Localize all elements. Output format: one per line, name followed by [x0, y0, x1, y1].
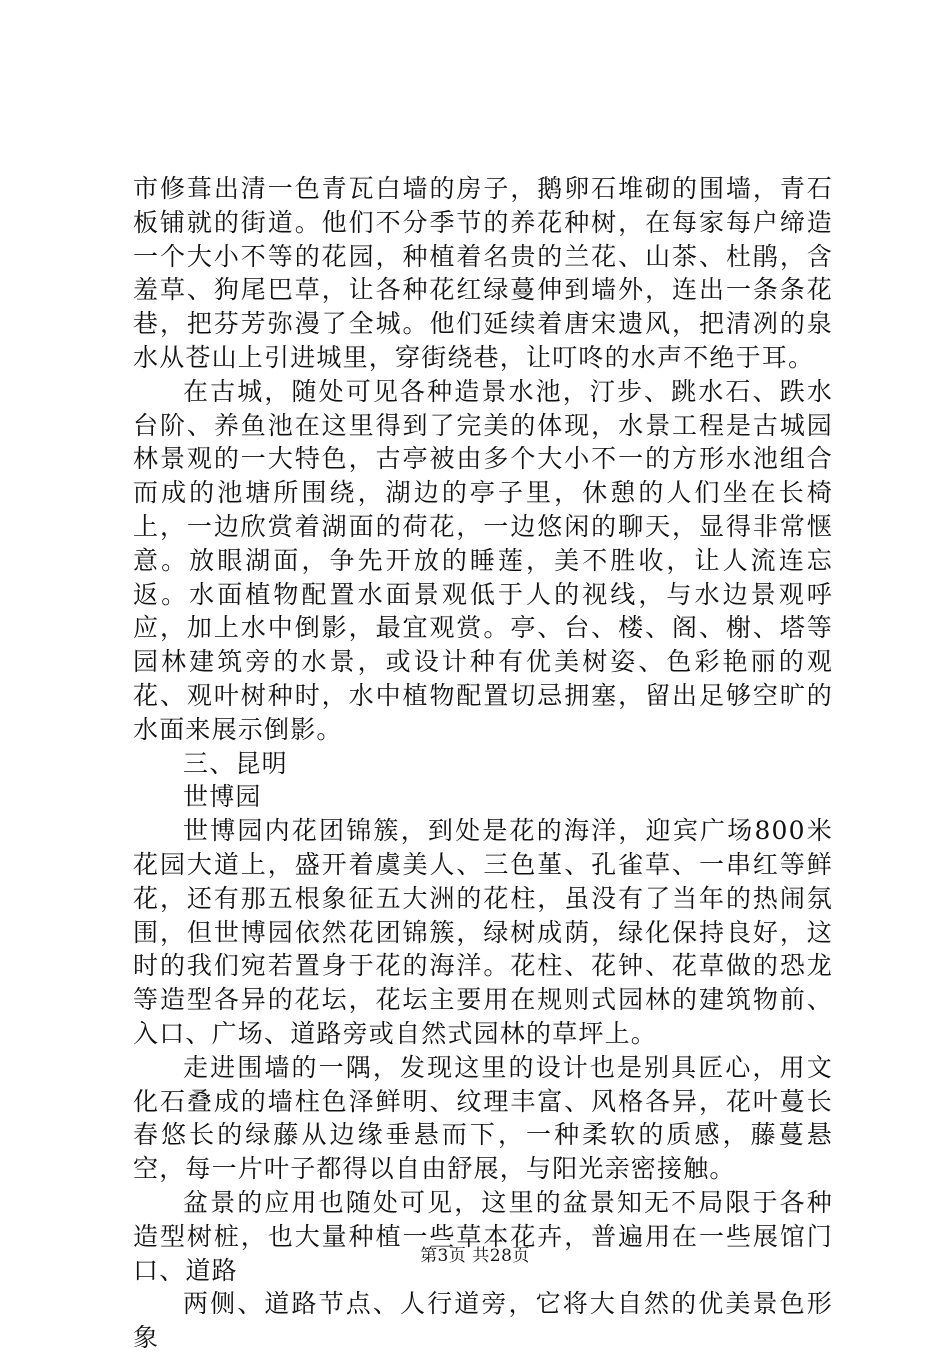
paragraph-roadside: 两侧、道路节点、人行道旁，它将大自然的优美景色形象 [133, 1289, 833, 1353]
paragraph-dali-town: 市修葺出清一色青瓦白墙的房子，鹅卵石堆砌的围墙，青石板铺就的街道。他们不分季节的养花种树，在每家每户缔造一个大小不等的花园，种植着名贵的兰花、山茶、杜鹃，含羞草、狗尾巴草，让各种花红绿蔓伸到墙外，连出一条条花巷，把芬芳弥漫了全城。他们延续着唐宋遗风，把清冽的泉水从苍山上引进城里，穿街绕巷，让叮咚的水声不绝于耳。 [133, 174, 833, 372]
subheading-expo-garden: 世博园 [183, 782, 262, 812]
paragraph-wall-corner: 走进围墙的一隅，发现这里的设计也是别具匠心，用文化石叠成的墙柱色泽鲜明、纹理丰富、风格各异，花叶蔓长春悠长的绿藤从边缘垂悬而下，一种柔软的质感，藤蔓悬空，每一片叶子都得以自由舒展，与阳光亲密接触。 [133, 1052, 833, 1184]
body-text [133, 172, 833, 1355]
paragraph-bonsai: 盆景的应用也随处可见，这里的盆景知无不局限于各种造型树桩，也大量种植一些草本花卉，普遍用在一些展馆门口、道路 [133, 1187, 833, 1285]
page-number-footer: 第3页 共28页 [420, 1246, 530, 1266]
paragraph-expo-flowers: 世博园内花团锦簇，到处是花的海洋，迎宾广场800米花园大道上，盛开着虞美人、三色堇、孔雀草、一串红等鲜花，还有那五根象征五大洲的花柱，虽没有了当年的热闹氛围，但世博园依然花团锦簇，绿树成荫，绿化保持良好，这时的我们宛若置身于花的海洋。花柱、花钟、花草做的恐龙等造型各异的花坛，花坛主要用在规则式园林的建筑物前、入口、广场、道路旁或自然式园林的草坪上。 [133, 816, 833, 1048]
paragraph-water-features: 在古城，随处可见各种造景水池，汀步、跳水石、跌水台阶、养鱼池在这里得到了完美的体现，水景工程是古城园林景观的一大特色，古亭被由多个大小不一的方形水池组合而成的池塘所围绕，湖边的亭子里，休憩的人们坐在长椅上，一边欣赏着湖面的荷花，一边悠闲的聊天，显得非常惬意。放眼湖面，争先开放的睡莲，美不胜收，让人流连忘返。水面植物配置水面景观低于人的视线，与水边景观呼应，加上水中倒影，最宜观赏。亭、台、楼、阁、榭、塔等园林建筑旁的水景，或设计种有优美树姿、色彩艳丽的观花、观叶树种时，水中植物配置切忌拥塞，留出足够空旷的水面来展示倒影。 [133, 376, 833, 744]
section-heading-kunming: 三、昆明 [183, 748, 288, 778]
